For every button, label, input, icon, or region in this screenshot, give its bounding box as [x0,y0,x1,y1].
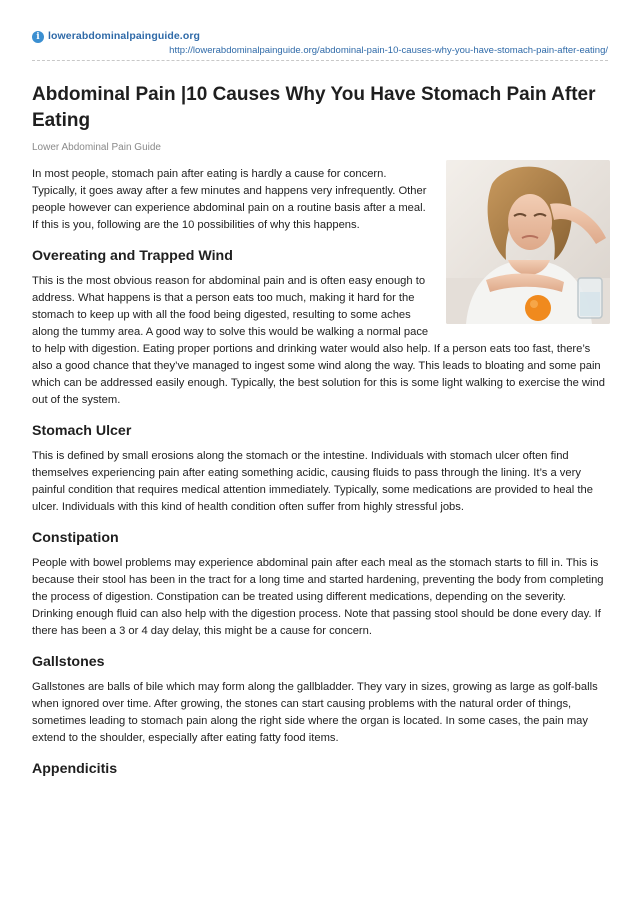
section-heading: Constipation [32,530,119,546]
article [32,82,608,786]
header-divider [32,60,608,61]
section-heading: Appendicitis [32,761,118,777]
section-body: People with bowel problems may experience abdominal pain after each meal as the stomach starts to fill in. This is because their stool has been in the tract for a long time and started hardening, preventing the body from completing the process of digestion. Constipation can be treated using different medications, depending on the severity. Drinking enough fluid can also help with the digestion process. Note that passing stool should be done every day. If there has been a 3 or 4 day delay, this might be a cause for concern. [32,557,604,637]
section-body: This is the most obvious reason for abdominal pain and is often easy enough to address. What happens is that a person eats too much, making it hard for the stomach to keep up with all the food being digested, resulting to some aches along the tummy area. A good way to solve this would be walking a normal pace to help with digestion. Eating proper portions and drinking water would also help. If a person eats too fast, there’s also a good chance that they’ve managed to ingest some wind along the way. This leads to bloating and some pain which can be addressed easily enough. Typically, the best solution for this is some light walking to exercise the wind out of the system. [32,275,605,406]
author-byline: Lower Abdominal Pain Guide [32,142,161,153]
section-heading: Overeating and Trapped Wind [32,248,233,264]
section-heading: Stomach Ulcer [32,423,132,439]
woman-stomach-pain-photo [446,160,610,324]
page-header [32,28,608,64]
page-title: Abdominal Pain |10 Causes Why You Have Stomach Pain After Eating [32,84,596,131]
site-name[interactable]: lowerabdominalpainguide.org [48,30,201,42]
section-heading: Gallstones [32,654,105,670]
intro-paragraph: In most people, stomach pain after eating is hardly a cause for concern. Typically, it goes away after a few minutes and happens very infrequently. Other people however can experience abdominal pain on a routine basis after a meal. If this is you, following are the 10 possibilities of why this happens. [32,168,427,231]
page-url[interactable]: http://lowerabdominalpainguide.org/abdominal-pain-10-causes-why-you-have-stomach-pain-after-eating/ [169,45,608,56]
section-body: Gallstones are balls of bile which may form along the gallbladder. They vary in sizes, growing as large as golf-balls when ignored over time. After growing, the stones can start causing problems with the natural order of things, sometimes leading to stomach pain along the right side where the organ is located. In some cases, the pain may extend to the shoulder, especially after eating fatty food items. [32,681,598,744]
section-body: This is defined by small erosions along the stomach or the intestine. Individuals with stomach ulcer often find themselves experiencing pain after eating something acidic, causing fluids to pass through the lining. It’s a very painful condition that requires medical attention immediately. Typically, some medications are provided to heal the ulcer. Individuals with this kind of health condition often suffer from highly stressful jobs. [32,450,593,513]
article-photo [446,160,610,324]
info-icon: i [32,31,44,43]
